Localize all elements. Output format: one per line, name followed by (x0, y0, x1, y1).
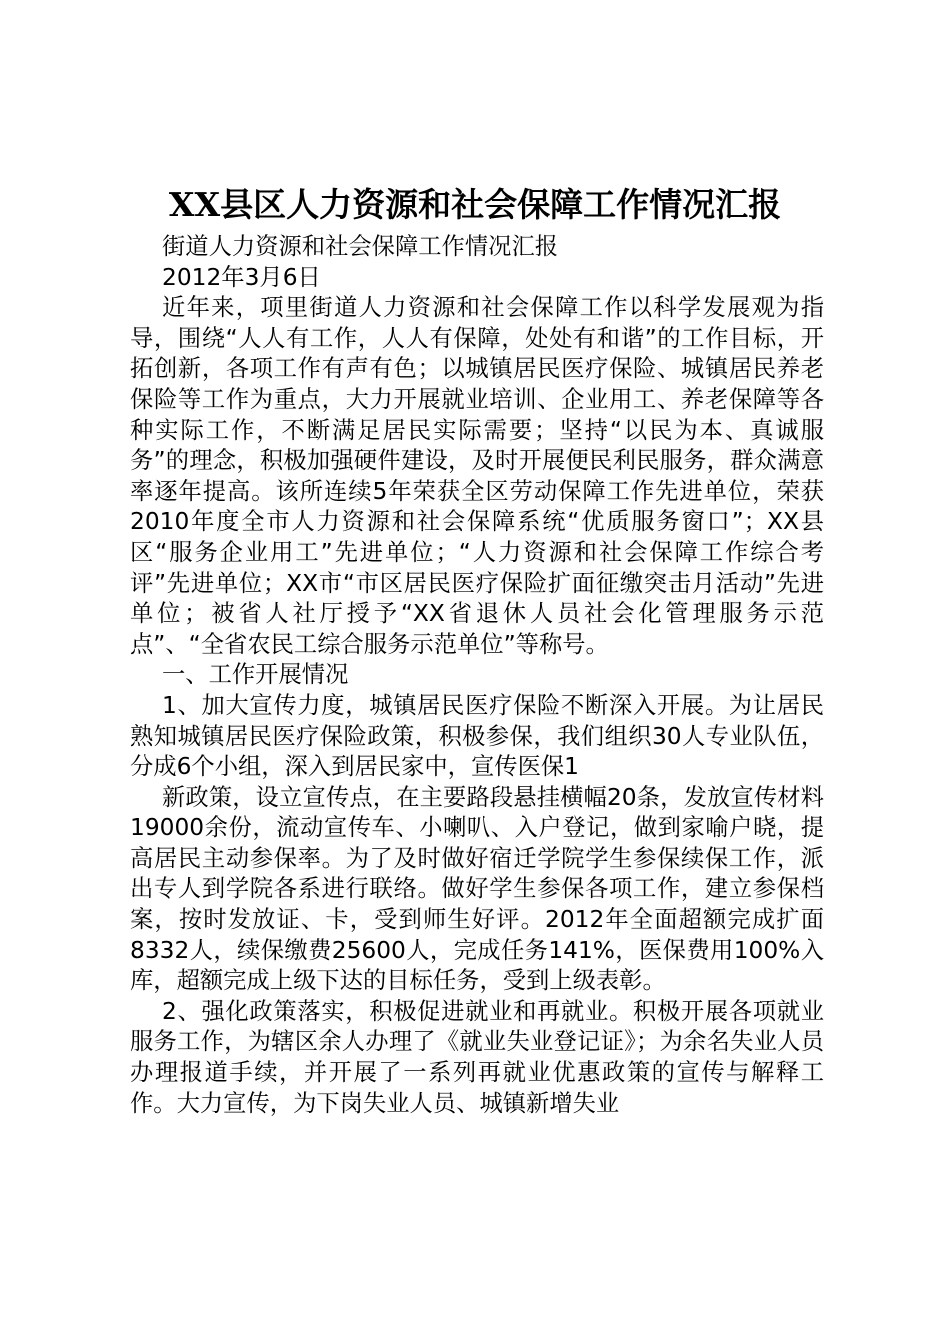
paragraph-medical-insurance: 1、加大宣传力度，城镇居民医疗保险不断深入开展。为让居民熟知城镇居民医疗保险政策，积极参保，我们组织30人专业队伍，分成6个小组，深入到居民家中，宣传医保1 (130, 691, 824, 781)
document-body (130, 232, 824, 1119)
paragraph-medical-insurance-continued: 新政策，设立宣传点，在主要路段悬挂横幅20条，发放宣传材料19000余份，流动宣传车、小喇叭、入户登记，做到家喻户晓，提高居民主动参保率。为了及时做好宿迁学院学生参保续保工作，派出专人到学院各系进行联络。做好学生参保各项工作，建立参保档案，按时发放证、卡，受到师生好评。2012年全面超额完成扩面8332人，续保缴费25600人，完成任务141%，医保费用100%入库，超额完成上级下达的目标任务，受到上级表彰。 (130, 783, 824, 995)
section-heading: 一、工作开展情况 (162, 661, 349, 689)
document-date: 2012年3月6日 (162, 263, 321, 291)
paragraph-intro: 近年来，项里街道人力资源和社会保障工作以科学发展观为指导，围绕“人人有工作，人人有保障，处处有和谐”的工作目标，开拓创新，各项工作有声有色；以城镇居民医疗保险、城镇居民养老保险等工作为重点，大力开展就业培训、企业用工、养老保障等各种实际工作，不断满足居民实际需要；坚持“以民为本、真诚服务”的理念，积极加强硬件建设，及时开展便民利民服务，群众满意率逐年提高。该所连续5年荣获全区劳动保障工作先进单位，荣获2010年度全市人力资源和社会保障系统“优质服务窗口”；XX县区“服务企业用工”先进单位；“人力资源和社会保障工作综合考评”先进单位；XX市“市区居民医疗保险扩面征缴突击月活动”先进单位；被省人社厅授予“XX省退休人员社会化管理服务示范点”、“全省农民工综合服务示范单位”等称号。 (130, 294, 824, 658)
document-subtitle: 街道人力资源和社会保障工作情况汇报 (162, 233, 559, 260)
paragraph-employment: 2、强化政策落实，积极促进就业和再就业。积极开展各项就业服务工作，为辖区余人办理了《就业失业登记证》；为余名失业人员办理报道手续，并开展了一系列再就业优惠政策的宣传与解释工作。大力宣传，为下岗失业人员、城镇新增失业 (130, 997, 824, 1117)
document-title: XX县区人力资源和社会保障工作情况汇报 (168, 185, 782, 224)
